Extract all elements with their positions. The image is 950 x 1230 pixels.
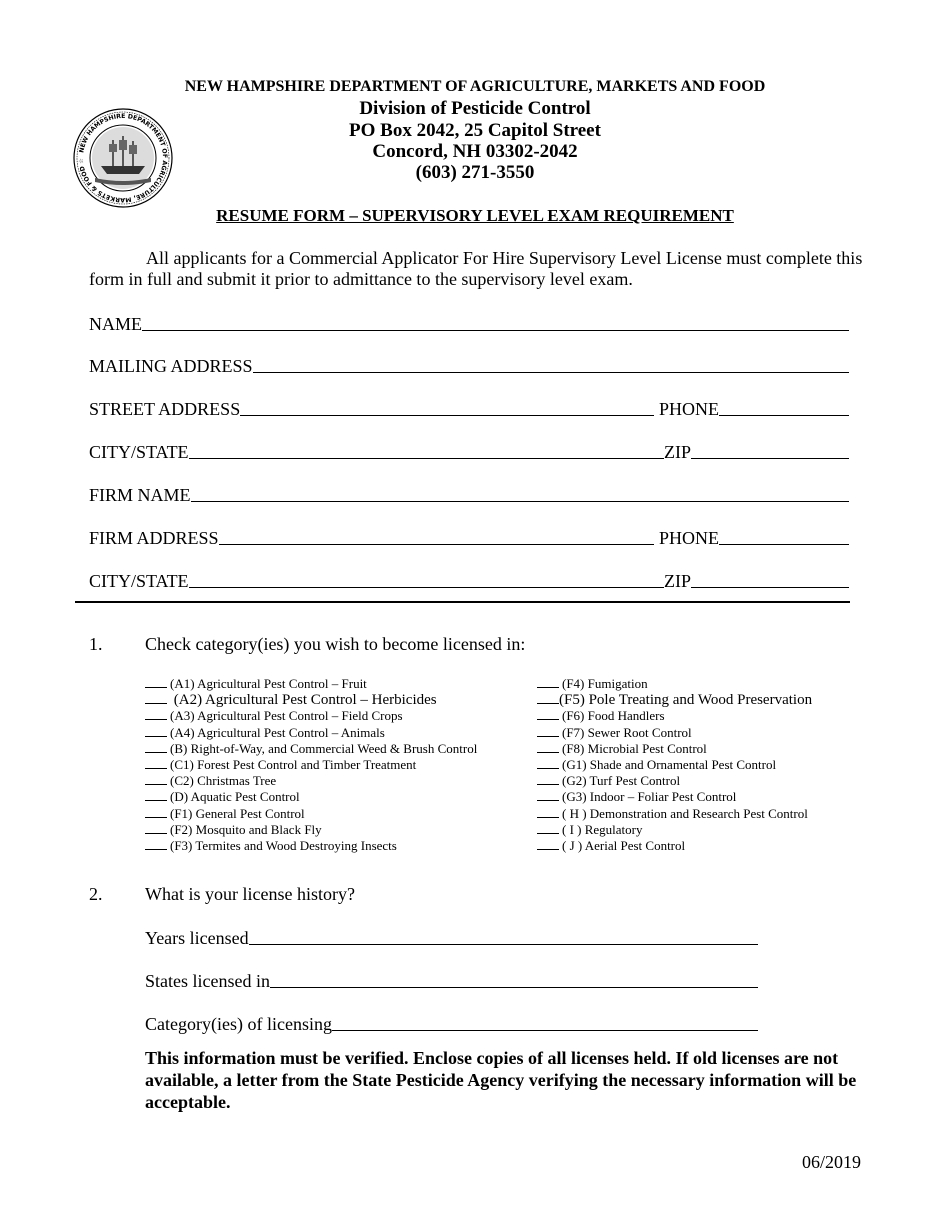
firm-city-state-row [89,568,849,592]
mailing-address-label: MAILING ADDRESS [89,356,253,376]
category-checkbox[interactable] [537,838,559,850]
category-item: (A3) Agricultural Pest Control – Field Crops [145,708,477,724]
department-name: NEW HAMPSHIRE DEPARTMENT OF AGRICULTURE, MARKETS AND FOOD [184,78,766,95]
category-checkbox[interactable] [537,822,559,834]
firm-city-state-field[interactable] [189,569,664,588]
firm-zip-label: ZIP [664,571,691,591]
header-phone: (603) 271-3550 [415,162,535,183]
category-item: (A1) Agricultural Pest Control – Fruit [145,676,477,692]
category-item: (C2) Christmas Tree [145,773,477,789]
address-line-2: Concord, NH 03302-2042 [372,141,578,162]
category-item: (A4) Agricultural Pest Control – Animals [145,725,477,741]
category-checkbox[interactable] [145,789,167,801]
firm-zip-field[interactable] [691,569,849,588]
street-address-row [89,396,849,420]
firm-name-field[interactable] [191,483,849,502]
category-item: (D) Aquatic Pest Control [145,789,477,805]
category-item: (G2) Turf Pest Control [537,773,812,789]
category-checkbox[interactable] [537,806,559,818]
category-checkbox[interactable] [537,789,559,801]
years-licensed-label: Years licensed [145,928,249,948]
category-checkbox[interactable] [145,806,167,818]
states-licensed-row [145,968,758,992]
category-checkbox[interactable] [145,692,167,704]
zip-field[interactable] [691,440,849,459]
category-item: (C1) Forest Pest Control and Timber Treatment [145,757,477,773]
category-checkbox[interactable] [145,676,167,688]
name-row [89,311,849,335]
category-checkbox[interactable] [537,692,559,704]
category-item: (F8) Microbial Pest Control [537,741,812,757]
category-checkbox[interactable] [145,741,167,753]
category-checkbox[interactable] [537,676,559,688]
category-item: (F4) Fumigation [537,676,812,692]
question-2-text: What is your license history? [145,884,355,904]
category-item: (B) Right-of-Way, and Commercial Weed & Brush Control [145,741,477,757]
states-licensed-label: States licensed in [145,971,270,991]
city-state-field[interactable] [189,440,664,459]
category-item: (F3) Termites and Wood Destroying Insects [145,838,477,854]
firm-phone-label: PHONE [658,528,719,548]
categories-licensing-label: Category(ies) of licensing [145,1014,332,1034]
verification-note: This information must be verified. Enclose copies of all licenses held. If old licenses are not available, a letter from the State Pesticide Agency verifying the necessary information will be acceptable. [145,1048,857,1112]
firm-name-row [89,482,849,506]
question-1-number: 1. [89,634,103,654]
category-checkbox[interactable] [145,725,167,737]
category-checkbox[interactable] [537,725,559,737]
street-address-field[interactable] [240,397,654,416]
firm-city-state-label: CITY/STATE [89,571,189,591]
svg-text:NEW HAMPSHIRE DEPARTMENT OF AG: NEW HAMPSHIRE DEPARTMENT OF AGRICULTURE, MARKETS & FOOD ☆ [77,112,169,204]
category-item: ( J ) Aerial Pest Control [537,838,812,854]
category-item: (F7) Sewer Root Control [537,725,812,741]
category-checkbox[interactable] [145,708,167,720]
city-state-label: CITY/STATE [89,442,189,462]
phone-field[interactable] [719,397,849,416]
name-label: NAME [89,314,142,334]
zip-label: ZIP [664,442,691,462]
firm-address-field[interactable] [219,526,654,545]
question-1-text: Check category(ies) you wish to become licensed in: [145,634,526,654]
category-checkbox[interactable] [537,708,559,720]
category-item: (G3) Indoor – Foliar Pest Control [537,789,812,805]
street-address-label: STREET ADDRESS [89,399,241,419]
years-licensed-field[interactable] [249,926,758,945]
category-checkbox[interactable] [537,741,559,753]
categories-licensing-field[interactable] [332,1012,758,1031]
section-divider [75,601,850,603]
phone-label: PHONE [658,399,719,419]
category-checkbox[interactable] [145,773,167,785]
category-item: (F1) General Pest Control [145,806,477,822]
form-title: RESUME FORM – SUPERVISORY LEVEL EXAM REQUIREMENT [216,206,734,225]
name-field[interactable] [142,312,849,331]
firm-address-row [89,525,849,549]
category-item: ( H ) Demonstration and Research Pest Control [537,806,812,822]
category-checkbox[interactable] [145,757,167,769]
category-checkbox[interactable] [145,822,167,834]
division-name: Division of Pesticide Control [359,98,591,119]
address-line-1: PO Box 2042, 25 Capitol Street [349,120,601,141]
question-2-number: 2. [89,884,103,904]
mailing-address-field[interactable] [253,354,849,373]
category-item: (F6) Food Handlers [537,708,812,724]
form-revision-date: 06/2019 [801,1152,861,1172]
category-checkbox[interactable] [145,838,167,850]
category-item: (A2) Agricultural Pest Control – Herbicides [145,692,477,708]
category-item: (G1) Shade and Ornamental Pest Control [537,757,812,773]
firm-address-label: FIRM ADDRESS [89,528,219,548]
mailing-address-row [89,353,849,377]
category-list-right [537,676,812,854]
states-licensed-field[interactable] [270,969,758,988]
category-checkbox[interactable] [537,757,559,769]
category-checkbox[interactable] [537,773,559,785]
firm-name-label: FIRM NAME [89,485,191,505]
category-list-left [145,676,477,854]
category-item: (F5) Pole Treating and Wood Preservation [537,692,812,708]
categories-licensing-row [145,1011,758,1035]
firm-phone-field[interactable] [719,526,849,545]
years-licensed-row [145,925,758,949]
category-item: (F2) Mosquito and Black Fly [145,822,477,838]
category-item: ( I ) Regulatory [537,822,812,838]
intro-paragraph: All applicants for a Commercial Applicator For Hire Supervisory Level License must complete this form in full and submit it prior to admittance to the supervisory level exam. [89,248,863,289]
city-state-row [89,439,849,463]
